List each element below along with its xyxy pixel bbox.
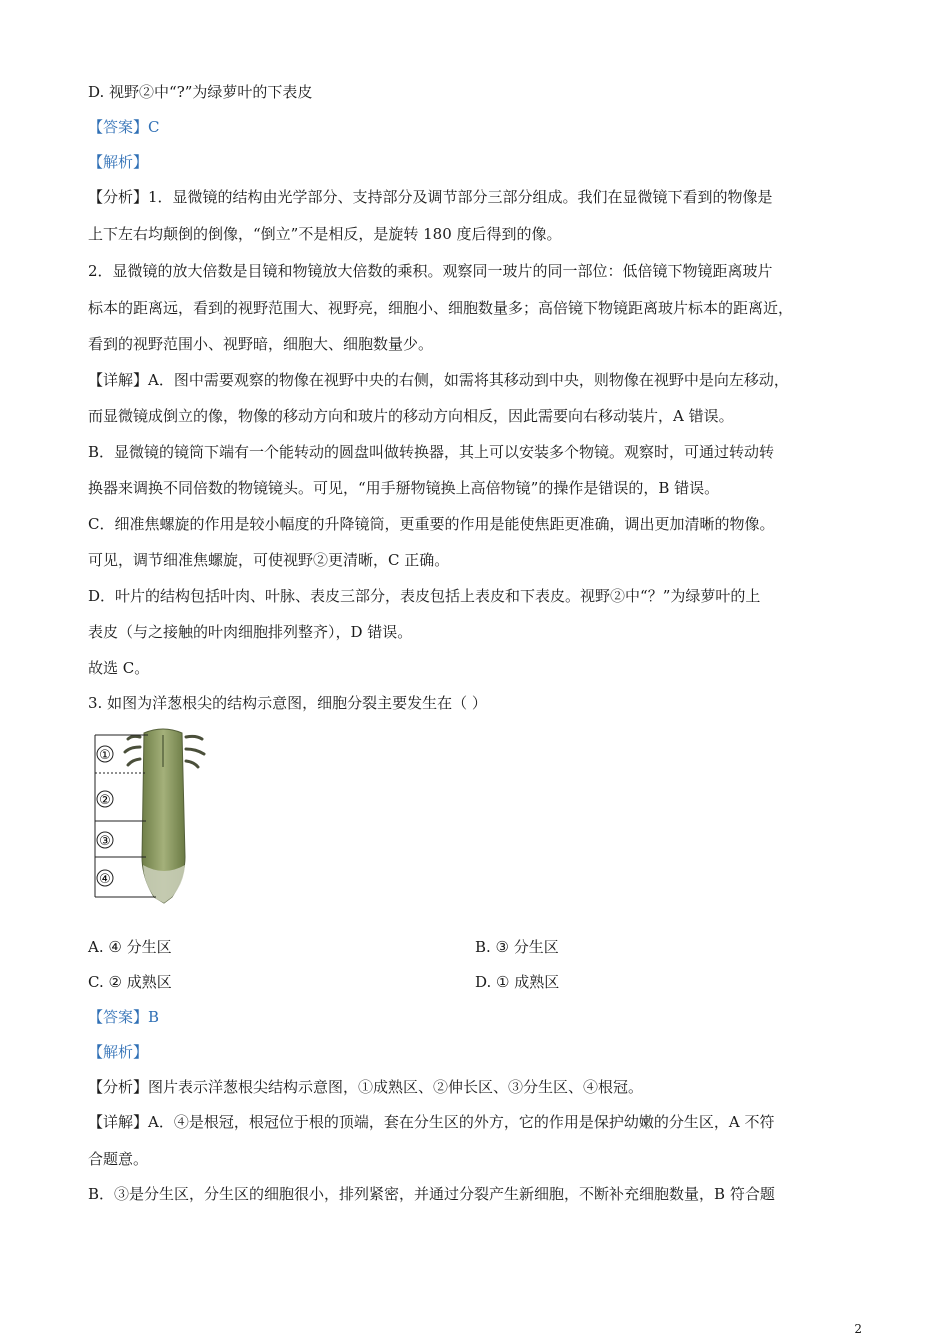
- detail-line: D．叶片的结构包括叶肉、叶脉、表皮三部分，表皮包括上表皮和下表皮。视野②中“？”为绿萝叶的上: [88, 587, 761, 605]
- svg-text:①: ①: [99, 748, 111, 763]
- page-number: 2: [854, 1322, 862, 1336]
- option-c: C. ② 成熟区: [88, 973, 172, 991]
- detail-line: 换器来调换不同倍数的物镜镜头。可见，“用手掰物镜换上高倍物镜”的操作是错误的，B 错误。: [88, 479, 720, 497]
- detail-line: C．细准焦螺旋的作用是较小幅度的升降镜筒，更重要的作用是能使焦距更准确，调出更加清晰的物像。: [88, 515, 775, 533]
- analysis-line: 【分析】图片表示洋葱根尖结构示意图，①成熟区、②伸长区、③分生区、④根冠。: [88, 1078, 644, 1096]
- detail-line: 【详解】A．图中需要观察的物像在视野中央的右侧，如需将其移动到中央，则物像在视野中是向左移动，: [88, 371, 789, 389]
- region-label-1: [97, 746, 113, 763]
- question-3: 3. 如图为洋葱根尖的结构示意图，细胞分裂主要发生在（ ）: [88, 694, 487, 712]
- detail-line: B．显微镜的镜筒下端有一个能转动的圆盘叫做转换器，其上可以安装多个物镜。观察时，可通过转动转: [88, 443, 775, 461]
- analysis-line: 上下左右均颠倒的倒像，“倒立”不是相反，是旋转 180 度后得到的像。: [88, 225, 562, 243]
- analysis-line: 看到的视野范围小、视野暗，细胞大、细胞数量少。: [88, 335, 434, 353]
- conclusion-line: 故选 C。: [88, 659, 150, 677]
- region-label-3: [97, 832, 113, 849]
- answer-heading: 【答案】B: [88, 1008, 160, 1026]
- option-d-line: D. 视野②中“?”为绿萝叶的下表皮: [88, 83, 313, 101]
- detail-line: 【详解】A．④是根冠，根冠位于根的顶端，套在分生区的外方，它的作用是保护幼嫩的分生区，A 不符: [88, 1113, 775, 1131]
- onion-root-tip-figure: [92, 727, 222, 905]
- analysis-heading: 【解析】: [88, 153, 149, 171]
- option-d: D. ① 成熟区: [475, 973, 560, 991]
- svg-text:②: ②: [99, 793, 111, 808]
- detail-line: 而显微镜成倒立的像，物像的移动方向和玻片的移动方向相反，因此需要向右移动装片，A 错误。: [88, 407, 734, 425]
- analysis-heading: 【解析】: [88, 1043, 149, 1061]
- detail-line: 合题意。: [88, 1150, 149, 1168]
- region-label-2: [97, 791, 113, 808]
- svg-text:④: ④: [99, 872, 111, 887]
- option-a: A. ④ 分生区: [88, 938, 172, 956]
- answer-heading: 【答案】C: [88, 118, 160, 136]
- analysis-line: 标本的距离远，看到的视野范围大、视野亮，细胞小、细胞数量多；高倍镜下物镜距离玻片标本的距离近，: [88, 299, 794, 317]
- svg-text:③: ③: [99, 834, 111, 849]
- analysis-line: 2．显微镜的放大倍数是目镜和物镜放大倍数的乘积。观察同一玻片的同一部位：低倍镜下物镜距离玻片: [88, 262, 773, 280]
- detail-line: 表皮（与之接触的叶肉细胞排列整齐），D 错误。: [88, 623, 413, 641]
- detail-line: B．③是分生区，分生区的细胞很小，排列紧密，并通过分裂产生新细胞，不断补充细胞数量，B 符合题: [88, 1185, 775, 1203]
- option-b: B. ③ 分生区: [475, 938, 559, 956]
- region-label-4: [97, 870, 113, 887]
- detail-line: 可见，调节细准焦螺旋，可使视野②更清晰，C 正确。: [88, 551, 450, 569]
- analysis-line: 【分析】1．显微镜的结构由光学部分、支持部分及调节部分三部分组成。我们在显微镜下看到的物像是: [88, 188, 773, 206]
